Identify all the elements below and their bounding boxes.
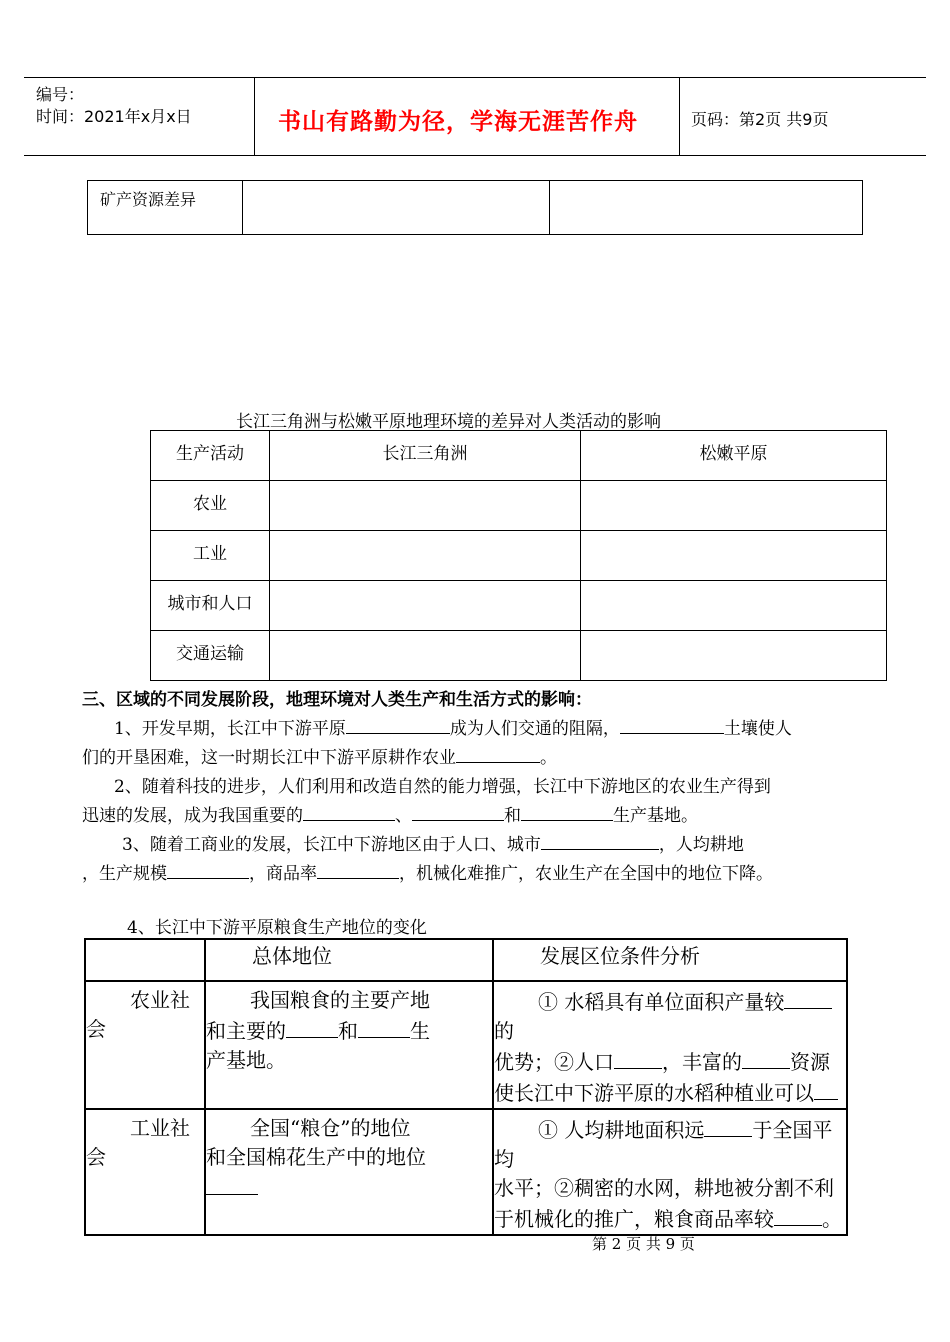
footer-page-number: 第 2 页 共 9 页 — [592, 1235, 695, 1253]
header-divider-right — [679, 77, 680, 156]
table3-caption: 4、长江中下游平原粮食生产地位的变化 — [127, 918, 427, 938]
table3-agri-position — [205, 981, 493, 1109]
p2-text-d: 和 — [504, 806, 521, 826]
agri-position-a: 我国粮食的主要产地 — [250, 988, 430, 1012]
table2-header-activity: 生产活动 — [151, 431, 270, 481]
blank-field[interactable] — [303, 802, 395, 821]
blank-field[interactable] — [167, 860, 249, 879]
table2-cell — [581, 631, 887, 681]
blank-field[interactable] — [541, 831, 659, 850]
agri-analysis-e: 资源 — [790, 1050, 830, 1074]
document-time-label: 时间：2021年x月x日 — [36, 107, 192, 126]
p3-text-b: ，人均耕地 — [658, 835, 744, 855]
agri-analysis-c: 优势；②人口 — [494, 1050, 614, 1074]
agri-analysis-d: ，丰富的 — [662, 1050, 742, 1074]
blank-field[interactable] — [742, 1046, 790, 1069]
table2-cell — [270, 531, 581, 581]
blank-field[interactable] — [784, 986, 832, 1009]
blank-field[interactable] — [521, 802, 613, 821]
table3-row-industrial-society — [85, 1109, 205, 1235]
stage-label-b: 会 — [86, 1017, 106, 1041]
table3-industrial-position — [205, 1109, 493, 1235]
table2-cell — [581, 581, 887, 631]
stage-label-b: 会 — [86, 1145, 106, 1169]
ind-analysis-e: 。 — [822, 1207, 842, 1231]
activity-comparison-table — [150, 430, 887, 681]
blank-field[interactable] — [206, 1172, 258, 1195]
agri-position-c: 和 — [338, 1019, 358, 1043]
blank-field[interactable] — [814, 1077, 838, 1100]
document-number-label: 编号： — [36, 85, 85, 104]
table2-row-transport: 交通运输 — [151, 631, 270, 681]
grain-status-table — [84, 938, 848, 1236]
table2-cell — [270, 581, 581, 631]
ind-analysis-b: 于全国平均 — [494, 1118, 833, 1171]
table3-row-agricultural-society — [85, 981, 205, 1109]
ind-analysis-c: 水平；②稠密的水网，耕地被分割不利 — [494, 1176, 834, 1200]
p2-text-a: 2、随着科技的进步，人们利用和改造自然的能力增强，长江中下游地区的农业生产得到 — [114, 777, 771, 797]
table2-cell — [270, 631, 581, 681]
blank-field[interactable] — [620, 715, 724, 734]
section3-paragraph-1 — [82, 715, 872, 773]
table3-header-position: 总体地位 — [205, 939, 493, 981]
blank-field[interactable] — [412, 802, 504, 821]
section3-paragraph-2 — [82, 773, 872, 831]
agri-analysis-f: 使长江中下游平原的水稻种植业可以 — [494, 1081, 814, 1105]
blank-field[interactable] — [704, 1114, 752, 1137]
blank-field[interactable] — [456, 744, 540, 763]
table3-header-empty — [85, 939, 205, 981]
agri-analysis-a: ① 水稻具有单位面积产量较 — [538, 990, 785, 1014]
blank-field[interactable] — [286, 1015, 338, 1038]
agri-position-d: 生 — [410, 1019, 430, 1043]
motto-title: 书山有路勤为径，学海无涯苦作舟 — [278, 109, 638, 135]
stage-label-a: 农业社 — [130, 988, 190, 1012]
agri-position-b: 和主要的 — [206, 1019, 286, 1043]
header-top-rule — [24, 77, 926, 78]
ind-analysis-d: 于机械化的推广，粮食商品率较 — [494, 1207, 774, 1231]
p3-text-a: 3、随着工商业的发展，长江中下游地区由于人口、城市 — [122, 835, 541, 855]
table3-industrial-analysis — [493, 1109, 847, 1235]
table2-header-yangtze: 长江三角洲 — [270, 431, 581, 481]
header-divider-left — [254, 77, 255, 156]
p3-text-e: ，机械化难推广，农业生产在全国中的地位下降。 — [399, 864, 773, 884]
p3-text-d: ，商品率 — [249, 864, 317, 884]
agri-position-e: 产基地。 — [206, 1048, 286, 1072]
mineral-resources-table — [87, 180, 863, 235]
p1-text-e: 。 — [540, 748, 557, 768]
p2-text-c: 、 — [395, 806, 412, 826]
table2-cell — [581, 531, 887, 581]
table2-caption: 长江三角洲与松嫩平原地理环境的差异对人类活动的影响 — [236, 412, 661, 432]
page-info: 页码：第2页 共9页 — [691, 110, 829, 129]
header-bottom-rule — [24, 155, 926, 156]
mineral-cell-2 — [550, 181, 863, 235]
blank-field[interactable] — [317, 860, 399, 879]
blank-field[interactable] — [774, 1203, 822, 1226]
blank-field[interactable] — [614, 1046, 662, 1069]
mineral-cell-1 — [243, 181, 550, 235]
p1-text-a: 1、开发早期，长江中下游平原 — [114, 719, 346, 739]
p1-text-d: 们的开垦困难，这一时期长江中下游平原耕作农业 — [82, 748, 456, 768]
table3-agri-analysis — [493, 981, 847, 1109]
table2-header-songnen: 松嫩平原 — [581, 431, 887, 481]
p1-text-c: 土壤使人 — [723, 719, 792, 739]
table2-row-urban-population: 城市和人口 — [151, 581, 270, 631]
table2-cell — [270, 481, 581, 531]
table3-header-analysis: 发展区位条件分析 — [493, 939, 847, 981]
section3-paragraph-3 — [82, 831, 872, 889]
p1-text-b: 成为人们交通的阻隔， — [449, 719, 620, 739]
section3-block — [82, 686, 872, 889]
p2-text-e: 生产基地。 — [613, 806, 698, 826]
ind-analysis-a: ① 人均耕地面积远 — [538, 1118, 705, 1142]
stage-label-a: 工业社 — [130, 1116, 190, 1140]
section3-title: 三、区域的不同发展阶段，地理环境对人类生产和生活方式的影响： — [82, 690, 592, 710]
p3-text-c: ，生产规模 — [82, 864, 167, 884]
ind-position-a: 全国“粮仓”的地位 — [250, 1116, 411, 1140]
blank-field[interactable] — [346, 715, 450, 734]
ind-position-b: 和全国棉花生产中的地位 — [206, 1145, 426, 1169]
table2-row-agriculture: 农业 — [151, 481, 270, 531]
table2-cell — [581, 481, 887, 531]
table2-row-industry: 工业 — [151, 531, 270, 581]
mineral-resources-label: 矿产资源差异 — [88, 181, 243, 235]
agri-analysis-b: 的 — [494, 1019, 514, 1043]
blank-field[interactable] — [358, 1015, 410, 1038]
p2-text-b: 迅速的发展，成为我国重要的 — [82, 806, 303, 826]
